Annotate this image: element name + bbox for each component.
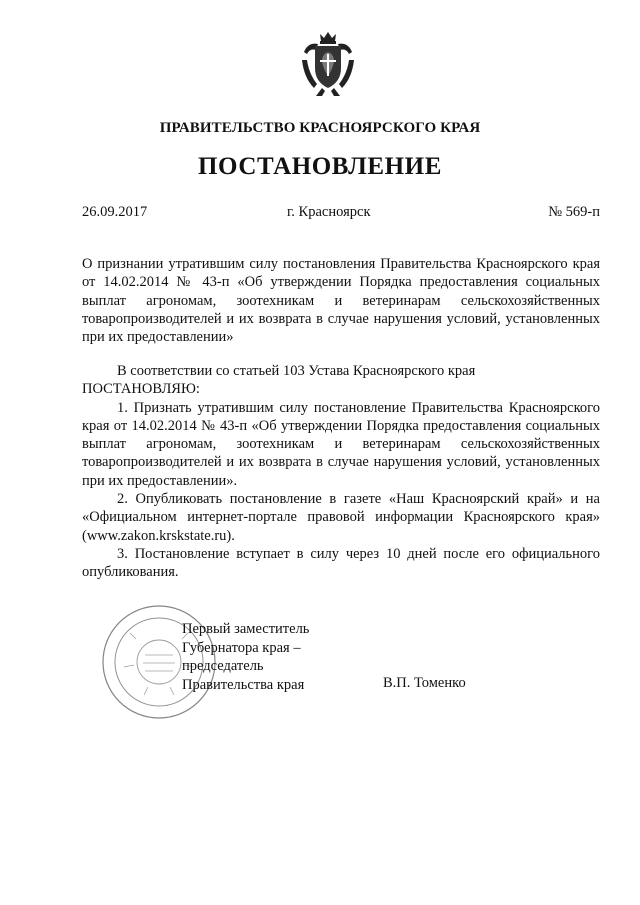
issuing-authority: ПРАВИТЕЛЬСТВО КРАСНОЯРСКОГО КРАЯ <box>159 120 481 136</box>
coat-of-arms-icon <box>298 30 358 98</box>
signatory-title-line: председатель <box>182 658 264 674</box>
signatory-title-line: Губернатора края – <box>182 639 301 656</box>
body-item-1: 1. Признать утратившим силу постановление Правительства Красноярского края от 14.02.2014 № 43-п «Об утверждении Порядка предоставления социальных выплат агрономам, зоотехникам и ветеринарам сельскохозяйственных товаропроизводителей и их возврата в случае нарушения условий, установленных при их предоставлении». <box>82 399 600 489</box>
document-number: № 569-п <box>548 204 600 220</box>
document-body <box>82 362 600 582</box>
body-item-2: 2. Опубликовать постановление в газете «Наш Красноярский край» и на «Официальном интернет-портале правовой информации Красноярского края» (www.zakon.krskstate.ru). <box>82 491 600 544</box>
document-subject: О признании утратившим силу постановления Правительства Красноярского края от 14.02.2014 № 43-п «Об утверждении Порядка предоставления социальных выплат агрономам, зоотехникам и ветеринарам сельскохозяйственных товаропроизводителей и их возврата в случае нарушения условий, установленных при их предоставлении» <box>82 256 600 346</box>
signatory-name: В.П. Томенко <box>383 675 466 691</box>
signatory-title-line: Правительства края <box>182 676 305 693</box>
document-date: 26.09.2017 <box>82 204 148 220</box>
signatory-title <box>182 620 309 694</box>
resolve-heading: ПОСТАНОВЛЯЮ: <box>82 381 200 398</box>
document-city: г. Красноярск <box>287 204 371 220</box>
signatory-title-line: Первый заместитель <box>182 621 310 637</box>
document-type-title: ПОСТАНОВЛЕНИЕ <box>197 153 443 180</box>
body-item-3: 3. Постановление вступает в силу через 10 дней после его официального опубликования. <box>82 545 600 581</box>
preamble: В соответствии со статьей 103 Устава Красноярского края <box>117 363 476 379</box>
